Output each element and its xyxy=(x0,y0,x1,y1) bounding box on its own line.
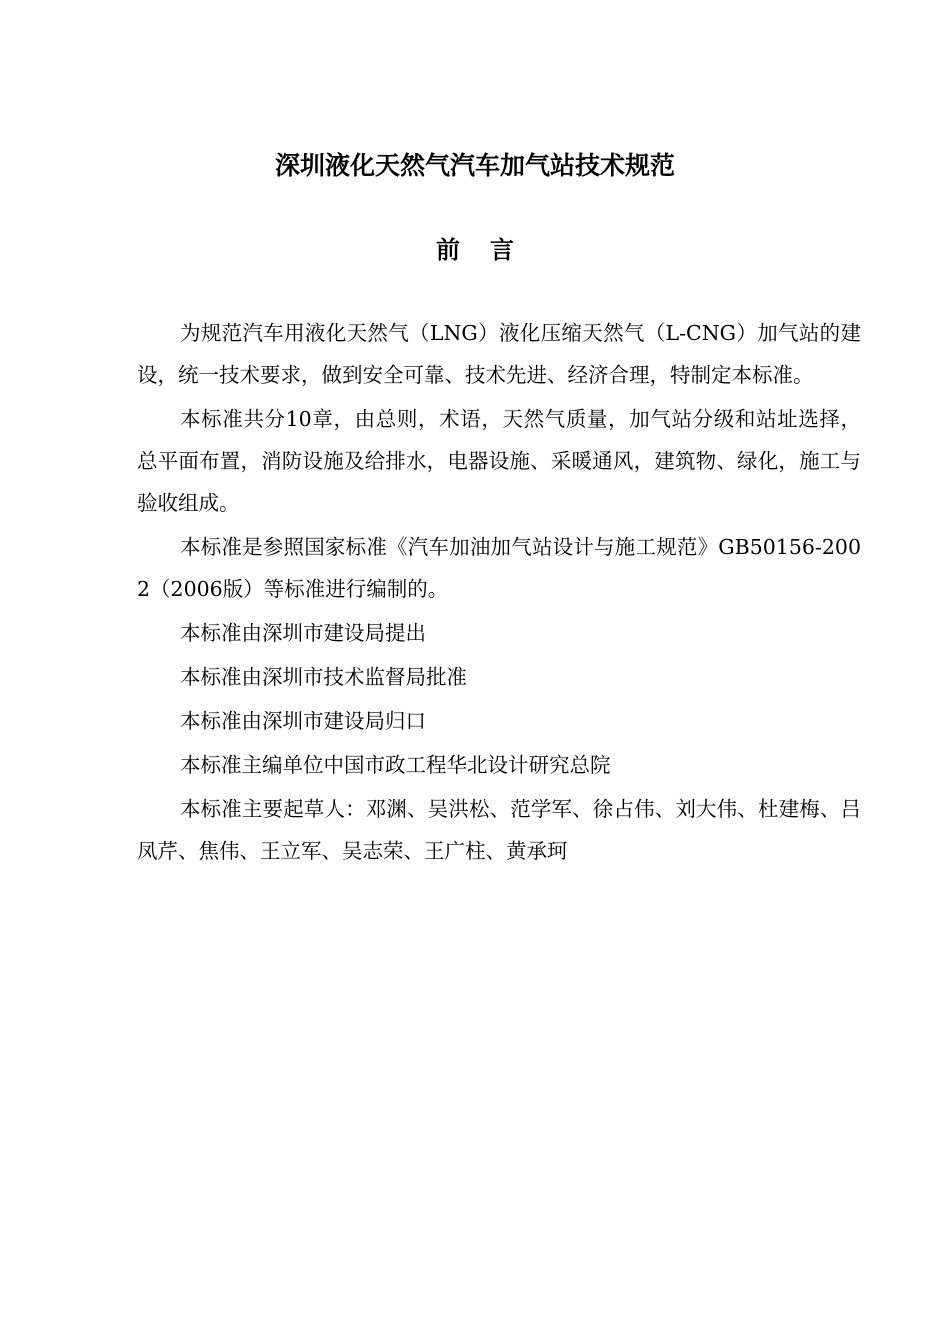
paragraph-structure: 本标准共分10章，由总则，术语，天然气质量，加气站分级和站址选择，总平面布置，消防设施及给排水，电器设施、采暖通风，建筑物、绿化，施工与验收组成。 xyxy=(137,407,861,515)
paragraph-purpose: 为规范汽车用液化天然气（LNG）液化压缩天然气（L-CNG）加气站的建设，统一技术要求，做到安全可靠、技术先进、经济合理，特制定本标准。 xyxy=(137,321,861,387)
paragraph-drafters: 本标准主要起草人：邓渊、吴洪松、范学军、徐占伟、刘大伟、杜建梅、吕凤芹、焦伟、王立军、吴志荣、王广柱、黄承珂 xyxy=(137,797,861,863)
paragraph-approved-by: 本标准由深圳市技术监督局批准 xyxy=(180,665,467,689)
paragraph-reference: 本标准是参照国家标准《汽车加油加气站设计与施工规范》GB50156-2002（2006版）等标准进行编制的。 xyxy=(137,535,861,601)
document-title: 深圳液化天然气汽车加气站技术规范 xyxy=(274,151,675,180)
preface-body xyxy=(137,312,861,874)
preface-heading: 前言 xyxy=(436,236,544,264)
paragraph-administered-by: 本标准由深圳市建设局归口 xyxy=(180,709,426,733)
paragraph-chief-editor-unit: 本标准主编单位中国市政工程华北设计研究总院 xyxy=(180,753,611,777)
paragraph-proposed-by: 本标准由深圳市建设局提出 xyxy=(180,621,426,645)
